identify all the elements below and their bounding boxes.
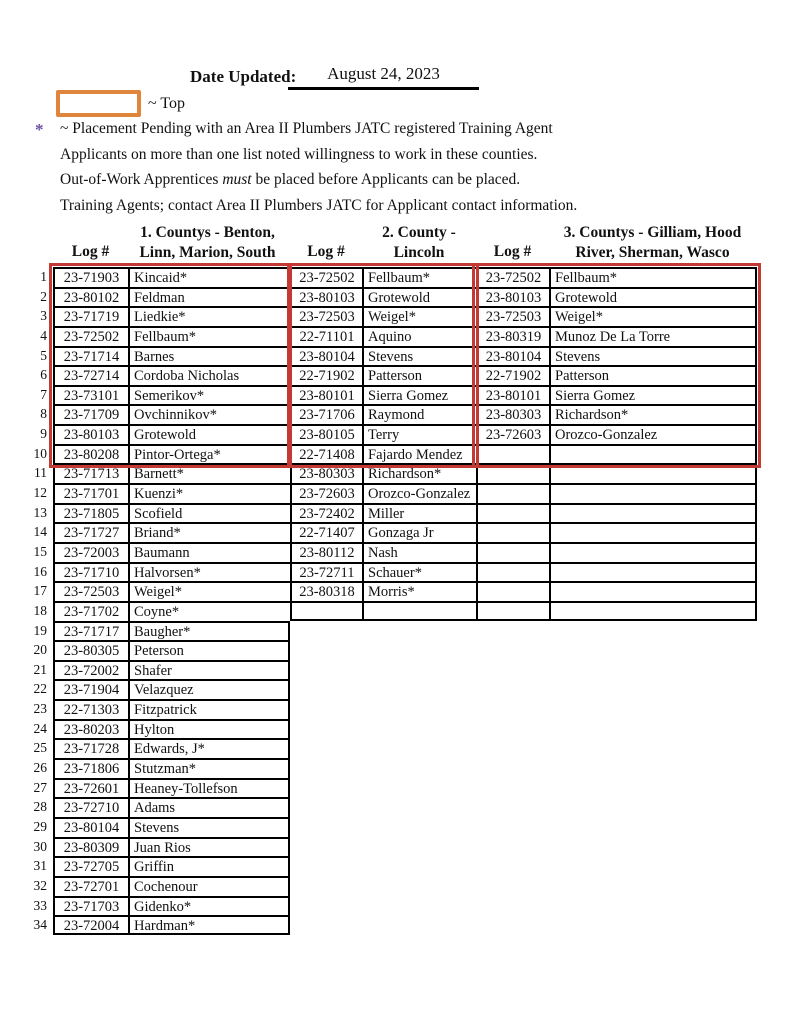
g3-log-cell: 23-72603 xyxy=(476,424,549,444)
g1-name-cell: Shafer xyxy=(128,660,290,680)
table-row xyxy=(0,640,791,660)
table-row xyxy=(0,699,791,719)
row-number: 8 xyxy=(40,406,47,422)
g3-name-cell: Sierra Gomez xyxy=(549,385,757,405)
row-number: 26 xyxy=(33,760,47,776)
row-number: 12 xyxy=(33,485,47,501)
group2-title-line1: 2. County - xyxy=(382,224,456,241)
g1-name-cell: Cordoba Nicholas xyxy=(128,365,290,385)
g1-log-cell: 23-71904 xyxy=(53,679,128,699)
table-row xyxy=(0,621,791,641)
group3-title-line1: 3. Countys - Gilliam, Hood xyxy=(563,224,742,241)
g1-log-cell: 23-72710 xyxy=(53,797,128,817)
g3-log-cell xyxy=(476,581,549,601)
table-row xyxy=(0,876,791,896)
g3-log-cell: 23-72502 xyxy=(476,267,549,287)
date-updated-value: August 24, 2023 xyxy=(288,64,479,90)
row-number: 20 xyxy=(33,642,47,658)
legend-line-training-agents: Training Agents; contact Area II Plumbers JATC for Applicant contact information. xyxy=(60,197,578,214)
table-row xyxy=(0,660,791,680)
g1-log-cell: 23-71702 xyxy=(53,601,128,621)
g1-log-cell: 23-71806 xyxy=(53,758,128,778)
g2-log-cell: 22-71902 xyxy=(290,365,362,385)
g1-name-cell: Baumann xyxy=(128,542,290,562)
g1-name-cell: Scofield xyxy=(128,503,290,523)
table-row xyxy=(0,346,791,366)
group3-log-header: Log # xyxy=(493,242,532,260)
row-number: 21 xyxy=(33,661,47,677)
table-row xyxy=(0,424,791,444)
row-number: 32 xyxy=(33,877,47,893)
g1-log-cell: 23-80104 xyxy=(53,817,128,837)
g1-name-cell: Grotewold xyxy=(128,424,290,444)
row-number: 5 xyxy=(40,347,47,363)
g3-name-cell: Fellbaum* xyxy=(549,267,757,287)
table-row xyxy=(0,483,791,503)
legend-asterisk: * xyxy=(35,120,44,139)
g1-log-cell: 23-72003 xyxy=(53,542,128,562)
group2-log-header: Log # xyxy=(307,242,345,260)
row-number: 7 xyxy=(40,386,47,402)
row-number: 19 xyxy=(33,622,47,638)
group3-title xyxy=(535,223,770,262)
g1-name-cell: Hardman* xyxy=(128,915,290,935)
row-number: 11 xyxy=(34,465,47,481)
g3-name-cell: Stevens xyxy=(549,346,757,366)
placement-table xyxy=(0,267,791,935)
legend-line-out-of-work-emphasis: must xyxy=(222,171,252,188)
row-number: 27 xyxy=(33,779,47,795)
g2-log-cell: 23-72603 xyxy=(290,483,362,503)
g1-log-cell: 23-72002 xyxy=(53,660,128,680)
g1-name-cell: Griffin xyxy=(128,856,290,876)
g2-log-cell: 23-80105 xyxy=(290,424,362,444)
table-row xyxy=(0,562,791,582)
g1-log-cell: 23-72601 xyxy=(53,778,128,798)
g2-log-cell: 23-80101 xyxy=(290,385,362,405)
table-row xyxy=(0,778,791,798)
g3-log-cell xyxy=(476,542,549,562)
g2-name-cell: Morris* xyxy=(362,581,476,601)
g2-log-cell: 23-80112 xyxy=(290,542,362,562)
table-row xyxy=(0,601,791,621)
g3-log-cell: 23-80104 xyxy=(476,346,549,366)
g2-log-cell: 23-80303 xyxy=(290,463,362,483)
g1-log-cell: 23-71805 xyxy=(53,503,128,523)
group1-title-line2: Linn, Marion, South xyxy=(139,243,276,261)
legend-line-placement-pending: ~ Placement Pending with an Area II Plumbers JATC registered Training Agent xyxy=(60,120,553,137)
g1-log-cell: 23-71727 xyxy=(53,522,128,542)
g2-name-cell: Sierra Gomez xyxy=(362,385,476,405)
g2-name-cell: Fajardo Mendez xyxy=(362,444,476,464)
g3-log-cell xyxy=(476,522,549,542)
row-number: 16 xyxy=(33,563,47,579)
legend-line-applicants: Applicants on more than one list noted willingness to work in these counties. xyxy=(60,146,538,163)
table-row xyxy=(0,837,791,857)
g1-name-cell: Coyne* xyxy=(128,601,290,621)
g1-name-cell: Briand* xyxy=(128,522,290,542)
row-number: 2 xyxy=(40,288,47,304)
g3-log-cell xyxy=(476,562,549,582)
g2-name-cell: Terry xyxy=(362,424,476,444)
legend-line-out-of-work-pre: Out-of-Work Apprentices xyxy=(60,171,223,188)
g2-name-cell: Aquino xyxy=(362,326,476,346)
table-row xyxy=(0,896,791,916)
table-row xyxy=(0,581,791,601)
row-number: 29 xyxy=(33,818,47,834)
top-anchor-box[interactable] xyxy=(56,90,141,117)
table-row xyxy=(0,679,791,699)
row-number: 4 xyxy=(40,327,47,343)
g2-name-cell: Schauer* xyxy=(362,562,476,582)
g2-name-cell: Miller xyxy=(362,503,476,523)
table-row xyxy=(0,797,791,817)
g1-log-cell: 23-71709 xyxy=(53,404,128,424)
g3-name-cell: Munoz De La Torre xyxy=(549,326,757,346)
g1-name-cell: Weigel* xyxy=(128,581,290,601)
g2-log-cell: 23-72502 xyxy=(290,267,362,287)
g1-log-cell: 23-71717 xyxy=(53,621,128,641)
row-number: 15 xyxy=(33,543,47,559)
g1-name-cell: Fitzpatrick xyxy=(128,699,290,719)
date-updated-label: Date Updated: xyxy=(190,67,297,86)
g1-log-cell: 23-71903 xyxy=(53,267,128,287)
g1-log-cell: 23-71719 xyxy=(53,306,128,326)
row-number: 1 xyxy=(40,269,47,284)
table-row xyxy=(0,503,791,523)
g2-log-cell: 22-71101 xyxy=(290,326,362,346)
g1-log-cell: 22-71303 xyxy=(53,699,128,719)
g2-name-cell: Patterson xyxy=(362,365,476,385)
g1-name-cell: Peterson xyxy=(128,640,290,660)
g1-name-cell: Cochenour xyxy=(128,876,290,896)
g1-name-cell: Ovchinnikov* xyxy=(128,404,290,424)
g2-log-cell: 23-71706 xyxy=(290,404,362,424)
g3-name-cell xyxy=(549,601,757,621)
g3-log-cell: 22-71902 xyxy=(476,365,549,385)
group1-log-header: Log # xyxy=(71,242,110,260)
legend-line-out-of-work-post: be placed before Applicants can be placed. xyxy=(251,171,521,188)
g2-name-cell: Nash xyxy=(362,542,476,562)
g2-log-cell: 23-72503 xyxy=(290,306,362,326)
group2-title-line2: Lincoln xyxy=(393,243,445,261)
g3-log-cell xyxy=(476,601,549,621)
row-number: 10 xyxy=(33,445,47,461)
g3-name-cell xyxy=(549,483,757,503)
row-number: 3 xyxy=(40,308,47,324)
row-number: 23 xyxy=(33,701,47,717)
g1-name-cell: Pintor-Ortega* xyxy=(128,444,290,464)
g1-log-cell: 23-72714 xyxy=(53,365,128,385)
table-row xyxy=(0,522,791,542)
table-row xyxy=(0,306,791,326)
g1-log-cell: 23-80102 xyxy=(53,287,128,307)
g2-name-cell: Stevens xyxy=(362,346,476,366)
g1-log-cell: 23-80305 xyxy=(53,640,128,660)
g1-log-cell: 23-72705 xyxy=(53,856,128,876)
row-number: 17 xyxy=(33,583,47,599)
g1-log-cell: 23-80103 xyxy=(53,424,128,444)
row-number: 31 xyxy=(33,858,47,874)
g1-name-cell: Hylton xyxy=(128,719,290,739)
group3-title-line2: River, Sherman, Wasco xyxy=(575,243,730,261)
group2-title xyxy=(344,223,494,262)
g1-name-cell: Barnes xyxy=(128,346,290,366)
g3-log-cell xyxy=(476,503,549,523)
g2-name-cell: Richardson* xyxy=(362,463,476,483)
g1-log-cell: 23-71703 xyxy=(53,896,128,916)
g1-name-cell: Kincaid* xyxy=(128,267,290,287)
table-row xyxy=(0,719,791,739)
g1-name-cell: Baugher* xyxy=(128,621,290,641)
g3-log-cell: 23-80101 xyxy=(476,385,549,405)
g2-log-cell: 23-72711 xyxy=(290,562,362,582)
g1-log-cell: 23-71714 xyxy=(53,346,128,366)
g1-name-cell: Halvorsen* xyxy=(128,562,290,582)
table-row xyxy=(0,287,791,307)
g3-name-cell xyxy=(549,503,757,523)
g1-log-cell: 23-80203 xyxy=(53,719,128,739)
g1-name-cell: Semerikov* xyxy=(128,385,290,405)
g1-name-cell: Velazquez xyxy=(128,679,290,699)
g2-name-cell: Fellbaum* xyxy=(362,267,476,287)
g2-name-cell: Weigel* xyxy=(362,306,476,326)
g3-log-cell: 23-80319 xyxy=(476,326,549,346)
g3-log-cell xyxy=(476,463,549,483)
table-row xyxy=(0,365,791,385)
legend-line-out-of-work xyxy=(60,171,520,189)
g1-name-cell: Adams xyxy=(128,797,290,817)
row-number: 24 xyxy=(33,720,47,736)
g2-name-cell: Orozco-Gonzalez xyxy=(362,483,476,503)
g3-name-cell xyxy=(549,581,757,601)
table-row xyxy=(0,915,791,935)
row-number: 25 xyxy=(33,740,47,756)
row-number: 6 xyxy=(40,367,47,383)
g1-name-cell: Edwards, J* xyxy=(128,738,290,758)
row-number: 18 xyxy=(33,602,47,618)
group1-title xyxy=(110,223,305,262)
row-number: 34 xyxy=(33,917,47,933)
g1-log-cell: 23-72502 xyxy=(53,326,128,346)
g2-name-cell: Raymond xyxy=(362,404,476,424)
g2-log-cell: 23-72402 xyxy=(290,503,362,523)
table-row xyxy=(0,463,791,483)
g3-log-cell: 23-72503 xyxy=(476,306,549,326)
g2-name-cell xyxy=(362,601,476,621)
row-number: 30 xyxy=(33,838,47,854)
g3-name-cell: Patterson xyxy=(549,365,757,385)
g2-log-cell: 22-71408 xyxy=(290,444,362,464)
table-row xyxy=(0,738,791,758)
table-row xyxy=(0,385,791,405)
g1-log-cell: 23-72503 xyxy=(53,581,128,601)
g3-log-cell xyxy=(476,444,549,464)
g3-name-cell xyxy=(549,562,757,582)
g2-log-cell xyxy=(290,601,362,621)
top-link[interactable]: ~ Top xyxy=(148,95,186,112)
g1-log-cell: 23-71713 xyxy=(53,463,128,483)
g3-name-cell xyxy=(549,463,757,483)
g3-name-cell xyxy=(549,522,757,542)
row-number: 9 xyxy=(40,426,47,442)
g2-log-cell: 23-80104 xyxy=(290,346,362,366)
g2-log-cell: 22-71407 xyxy=(290,522,362,542)
table-row xyxy=(0,817,791,837)
table-row xyxy=(0,404,791,424)
table-row xyxy=(0,267,791,287)
row-number: 22 xyxy=(33,681,47,697)
g1-log-cell: 23-72004 xyxy=(53,915,128,935)
g1-name-cell: Fellbaum* xyxy=(128,326,290,346)
group1-title-line1: 1. Countys - Benton, xyxy=(140,224,275,241)
g1-name-cell: Stevens xyxy=(128,817,290,837)
g3-log-cell xyxy=(476,483,549,503)
table-row xyxy=(0,542,791,562)
table-row xyxy=(0,856,791,876)
g1-log-cell: 23-71710 xyxy=(53,562,128,582)
g3-log-cell: 23-80303 xyxy=(476,404,549,424)
g3-name-cell xyxy=(549,444,757,464)
g1-log-cell: 23-71728 xyxy=(53,738,128,758)
g1-log-cell: 23-73101 xyxy=(53,385,128,405)
table-row xyxy=(0,444,791,464)
g2-name-cell: Grotewold xyxy=(362,287,476,307)
g3-name-cell: Orozco-Gonzalez xyxy=(549,424,757,444)
g1-name-cell: Liedkie* xyxy=(128,306,290,326)
g3-name-cell: Weigel* xyxy=(549,306,757,326)
row-number: 33 xyxy=(33,897,47,913)
g2-log-cell: 23-80103 xyxy=(290,287,362,307)
g1-name-cell: Juan Rios xyxy=(128,837,290,857)
g1-log-cell: 23-72701 xyxy=(53,876,128,896)
g2-name-cell: Gonzaga Jr xyxy=(362,522,476,542)
row-number: 28 xyxy=(33,799,47,815)
g3-name-cell: Richardson* xyxy=(549,404,757,424)
g1-name-cell: Heaney-Tollefson xyxy=(128,778,290,798)
g1-name-cell: Kuenzi* xyxy=(128,483,290,503)
g1-name-cell: Gidenko* xyxy=(128,896,290,916)
row-number: 13 xyxy=(33,504,47,520)
g3-name-cell xyxy=(549,542,757,562)
g1-name-cell: Feldman xyxy=(128,287,290,307)
g3-name-cell: Grotewold xyxy=(549,287,757,307)
g3-log-cell: 23-80103 xyxy=(476,287,549,307)
table-row xyxy=(0,758,791,778)
g1-log-cell: 23-71701 xyxy=(53,483,128,503)
g1-name-cell: Stutzman* xyxy=(128,758,290,778)
table-row xyxy=(0,326,791,346)
g1-log-cell: 23-80309 xyxy=(53,837,128,857)
g2-log-cell: 23-80318 xyxy=(290,581,362,601)
row-number: 14 xyxy=(33,524,47,540)
g1-name-cell: Barnett* xyxy=(128,463,290,483)
g1-log-cell: 23-80208 xyxy=(53,444,128,464)
